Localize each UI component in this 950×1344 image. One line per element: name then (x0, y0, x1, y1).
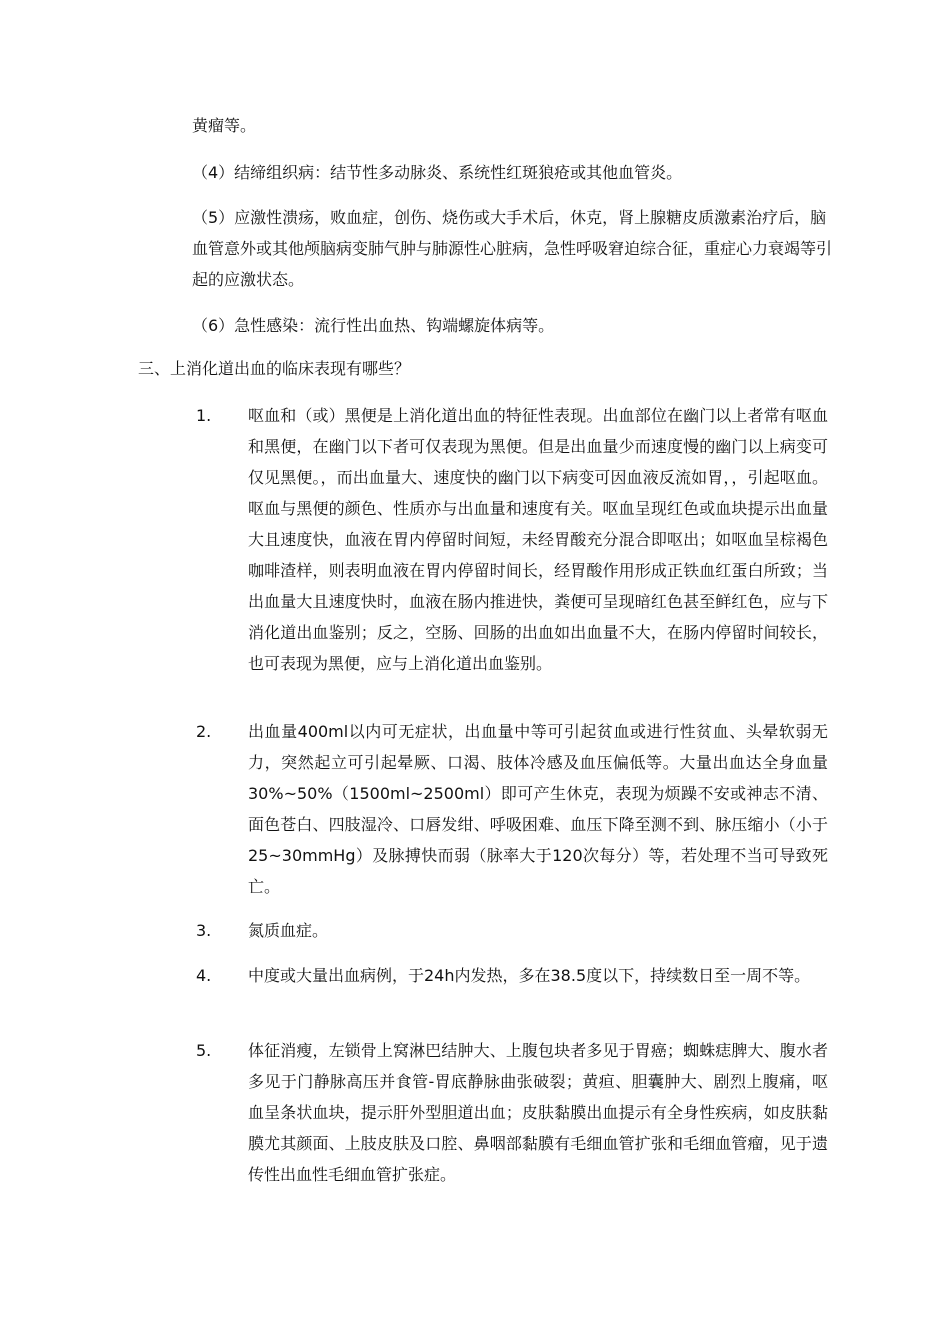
paragraph-4: （4）结缔组织病：结节性多动脉炎、系统性红斑狼疮或其他血管炎。 (192, 163, 683, 182)
paragraph-6: （6）急性感染：流行性出血热、钩端螺旋体病等。 (192, 316, 555, 335)
list-item-number: 5. (196, 1041, 212, 1060)
list-item-text: 呕血和（或）黑便是上消化道出血的特征性表现。出血部位在幽门以上者常有呕血和黑便，在幽门以下者可仅表现为黑便。但是出血量少而速度慢的幽门以上病变可仅见黑便。，而出血量大、速度快的幽门以下病变可因血液反流如胃，，引起呕血。呕血与黑便的颜色、性质亦与出血量和速度有关。呕血呈现红色或血块提示出血量大且速度快，血液在胃内停留时间短，未经胃酸充分混合即呕出；如呕血呈棕褐色咖啡渣样，则表明血液在胃内停留时间长，经胃酸作用形成正铁血红蛋白所致；当出血量大且速度快时，血液在肠内推进快，粪便可呈现暗红色甚至鲜红色，应与下消化道出血鉴别；反之，空肠、回肠的出血如出血量不大，在肠内停留时间较长，也可表现为黑便，应与上消化道出血鉴别。 (248, 406, 828, 673)
list-item-number: 4. (196, 966, 212, 985)
list-item-text: 体征消瘦，左锁骨上窝淋巴结肿大、上腹包块者多见于胃癌；蜘蛛痣脾大、腹水者多见于门静脉高压并食管-胃底静脉曲张破裂；黄疸、胆囊肿大、剧烈上腹痛，呕血呈条状血块，提示肝外型胆道出血；皮肤黏膜出血提示有全身性疾病，如皮肤黏膜尤其颜面、上肢皮肤及口腔、鼻咽部黏膜有毛细血管扩张和毛细血管瘤，见于遗传性出血性毛细血管扩张症。 (248, 1041, 828, 1184)
list-item-text: 氮质血症。 (248, 921, 329, 940)
continuation-text: 黄瘤等。 (192, 116, 257, 135)
paragraph-5: （5）应激性溃疡，败血症，创伤、烧伤或大手术后，休克，肾上腺糖皮质激素治疗后，脑血管意外或其他颅脑病变肺气肿与肺源性心脏病，急性呼吸窘迫综合征，重症心力衰竭等引起的应激状态。 (192, 208, 833, 289)
list-item-text: 出血量400ml以内可无症状，出血量中等可引起贫血或进行性贫血、头晕软弱无力，突然起立可引起晕厥、口渴、肢体冷感及血压偏低等。大量出血达全身血量30%~50%（1500ml~2500ml）即可产生休克，表现为烦躁不安或神志不清、面色苍白、四肢湿冷、口唇发绀、呼吸困难、血压下降至测不到、脉压缩小（小于25~30mmHg）及脉搏快而弱（脉率大于120次每分）等，若处理不当可导致死亡。 (248, 722, 828, 896)
list-item-number: 2. (196, 722, 212, 741)
list-item-number: 3. (196, 921, 212, 940)
section-heading: 三、上消化道出血的临床表现有哪些？ (138, 359, 411, 378)
list-item-text: 中度或大量出血病例，于24h内发热，多在38.5度以下，持续数日至一周不等。 (248, 966, 811, 985)
list-item-number: 1. (196, 406, 212, 425)
